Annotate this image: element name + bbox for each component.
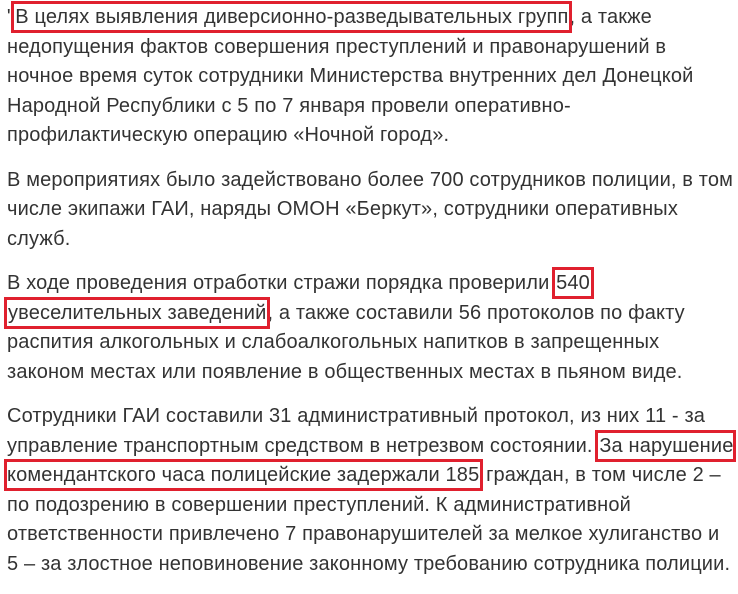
highlight-curfew-detained: За нарушение комендантского часа полицейские задержали 185 — [7, 434, 734, 486]
paragraph-1 — [7, 3, 735, 151]
highlight-dr-groups: В целях выявления диверсионно-разведывательных групп — [15, 6, 569, 28]
paragraph-2-text: В мероприятиях было задействовано более 700 сотрудников полиции, в том числе экипажи ГАИ, наряды ОМОН «Беркут», сотрудники оперативных служб. — [7, 168, 734, 250]
paragraph-1-text: , а также недопущения фактов совершения преступлений и правонарушений в ночное время суток сотрудники Министерства внутренних дел Донецкой Народной Республики с 5 по 7 января провели оперативно-профилактическую операцию «Ночной город». — [7, 6, 694, 146]
paragraph-3-text-rest: , а также составили 56 протоколов по факту распития алкогольных и слабоалкогольных напитков в запрещенных законом местах или появление в общественных местах в пьяном виде. — [7, 301, 685, 383]
paragraph-4-text-rest: граждан, в том числе 2 – по подозрению в совершении преступлений. К административной ответственности привлечено 7 правонарушителей за мелкое хулиганство и 5 – за злостное неповиновение законному требованию сотрудника полиции. — [7, 464, 731, 575]
paragraph-2 — [7, 166, 735, 255]
highlight-entertainment-venues: увеселительных заведений — [8, 301, 267, 324]
article-body — [7, 3, 735, 594]
opening-quote-mark: " — [7, 6, 15, 28]
paragraph-3 — [7, 269, 735, 387]
paragraph-3-text-before: В ходе проведения отработки стражи порядка проверили — [7, 272, 556, 294]
paragraph-4 — [7, 402, 735, 579]
highlight-540: 540 — [556, 272, 590, 294]
paragraph-4-text-before: Сотрудники ГАИ составили 31 административный протокол, из них 11 - за управление транспортным средством в нетрезвом состоянии. — [7, 405, 706, 457]
